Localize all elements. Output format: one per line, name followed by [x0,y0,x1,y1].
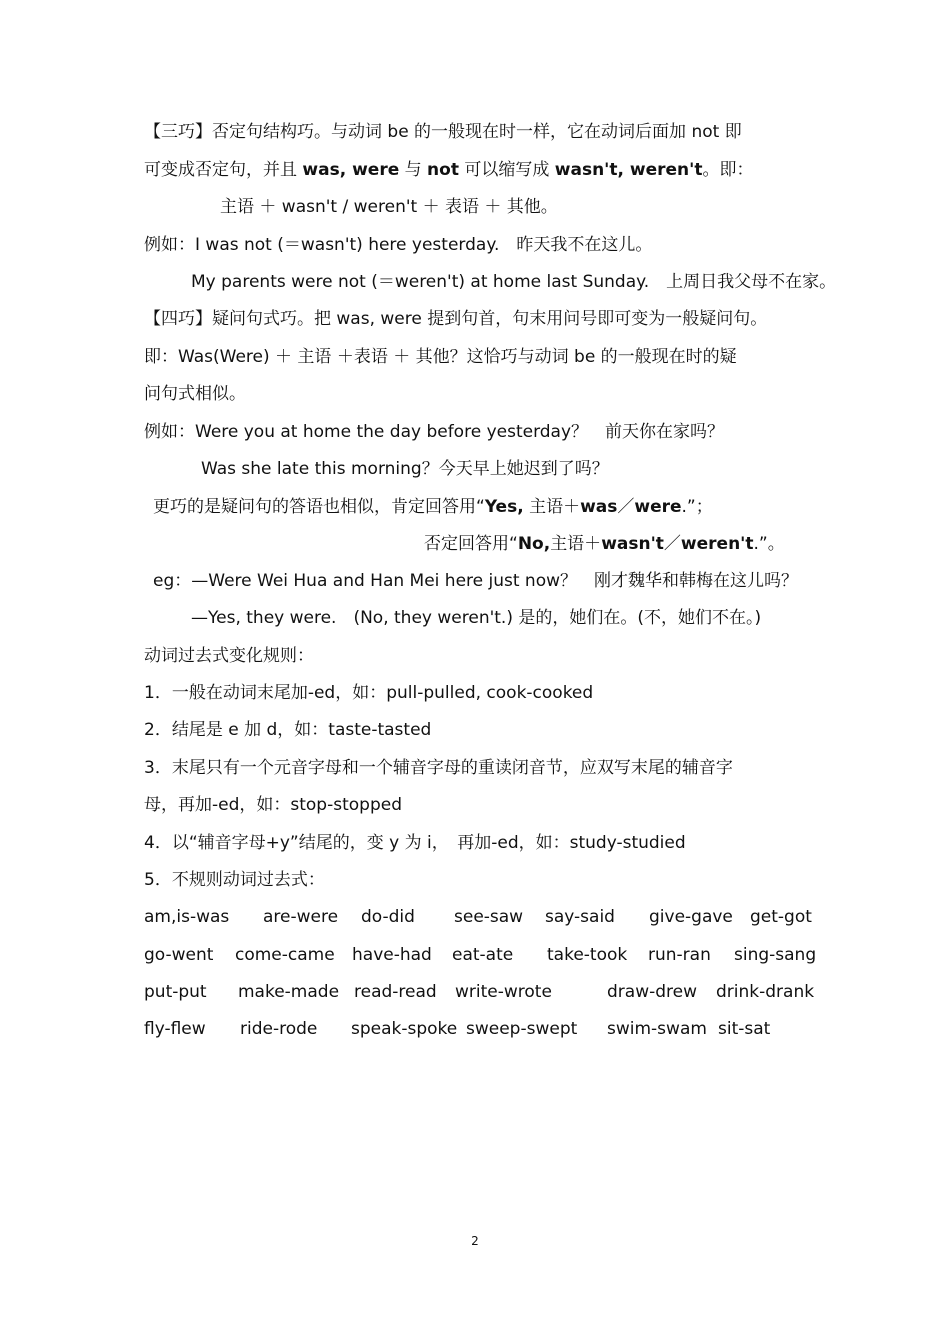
bold-term: No, [517,534,551,554]
text-segment: 更巧的是疑问句的答语也相似，肯定回答用“ [153,497,485,517]
rule4-example2: Was she late this morning？今天早上她迟到了吗？ [201,459,609,479]
bold-term: wasn't, weren't [554,160,703,180]
verb-pair: run-ran [648,945,711,965]
verb-pair: eat-ate [452,945,514,965]
verb-pair: make-made [238,982,340,1002]
verb-pair: have-had [352,945,432,965]
verb-pair: ride-rode [240,1019,318,1039]
rule3-line1 [144,121,742,143]
rule3-line1-text: 【三巧】否定句结构巧。与动词 be 的一般现在时一样，它在动词后面加 not 即 [144,122,742,142]
bold-term: wasn't [601,534,664,554]
text-segment: .”； [681,497,713,517]
verb-pair: read-read [354,982,437,1002]
past-rule-3a: 3．末尾只有一个元音字母和一个辅音字母的重读闭音节，应双写末尾的辅音字 [144,758,733,778]
irregular-row-1 [0,906,950,928]
bold-term: were [634,497,682,517]
verb-pair: are-were [263,907,339,927]
text-segment: 可以缩写成 [458,160,555,180]
text-segment: 。即： [702,160,754,180]
rule4-example1: 例如：Were you at home the day before yesterday？ 前天你在家吗？ [144,422,725,442]
verb-pair: swim-swam [607,1019,707,1039]
rule4-line1: 【四巧】疑问句式巧。把 was, were 提到句首，句末用问号即可变为一般疑问句。 [144,309,768,329]
irregular-row-2 [0,944,950,966]
verb-pair: do-did [361,907,415,927]
text-segment: 主语＋ [523,497,581,517]
rule4-line2: 即：Was(Were) ＋ 主语 ＋表语 ＋ 其他？这恰巧与动词 be 的一般现在时的疑 [144,347,737,367]
text-segment: 主语＋ [550,534,602,554]
irregular-row-3 [0,981,950,1003]
verb-pair: get-got [750,907,812,927]
verb-pair: fly-flew [144,1019,206,1039]
verb-pair: sing-sang [734,945,817,965]
verb-pair: go-went [144,945,214,965]
bold-term: weren't [680,534,754,554]
bold-term: was [580,497,618,517]
past-rule-2: 2．结尾是 e 加 d，如：taste-tasted [144,720,432,740]
bold-term: not [427,160,459,180]
verb-pair: draw-drew [607,982,698,1002]
rule4-answer-negative [424,533,785,555]
rule4-eg1: eg：—Were Wei Hua and Han Mei here just now？ 刚才魏华和韩梅在这儿吗？ [153,571,799,591]
verb-pair: see-saw [454,907,524,927]
verb-pair: drink-drank [716,982,815,1002]
verb-pair: sweep-swept [466,1019,578,1039]
bold-term: was, were [302,160,400,180]
verb-pair: give-gave [649,907,733,927]
text-segment: ／ [663,534,681,554]
verb-pair: am,is-was [144,907,230,927]
rule3-example2: My parents were not (＝weren't) at home last Sunday. 上周日我父母不在家。 [191,272,837,292]
verb-pair: sit-sat [718,1019,771,1039]
verb-pair: put-put [144,982,207,1002]
past-rule-5: 5．不规则动词过去式： [144,870,325,890]
text-segment: 与 [399,160,428,180]
text-segment: ／ [617,497,635,517]
past-rules-heading: 动词过去式变化规则： [144,646,314,666]
page-number: 2 [471,1234,479,1248]
rule4-eg2: —Yes, they were. (No, they weren't.) 是的，她们在。(不，她们不在。) [191,608,762,628]
rule3-example1: 例如：I was not (＝wasn't) here yesterday. 昨天我不在这儿。 [144,235,653,255]
bold-term: Yes, [484,497,524,517]
verb-pair: come-came [235,945,335,965]
irregular-row-4 [0,1018,950,1040]
rule3-line2 [144,159,753,181]
rule4-answer-positive [153,496,713,518]
verb-pair: speak-spoke [351,1019,458,1039]
verb-pair: say-said [545,907,615,927]
text-segment: 可变成否定句，并且 [144,160,303,180]
rule4-line3: 问句式相似。 [144,384,246,404]
text-segment: 否定回答用“ [424,534,518,554]
verb-pair: write-wrote [455,982,552,1002]
verb-pair: take-took [547,945,628,965]
past-rule-3b: 母，再加-ed，如：stop-stopped [144,795,402,815]
text-segment: .”。 [753,534,785,554]
past-rule-1: 1．一般在动词末尾加-ed，如：pull-pulled, cook-cooked [144,683,594,703]
past-rule-4: 4．以“辅音字母+y”结尾的，变 y 为 i， 再加-ed，如：study-studied [144,833,686,853]
rule3-formula: 主语 ＋ wasn't / weren't ＋ 表语 ＋ 其他。 [220,197,558,217]
